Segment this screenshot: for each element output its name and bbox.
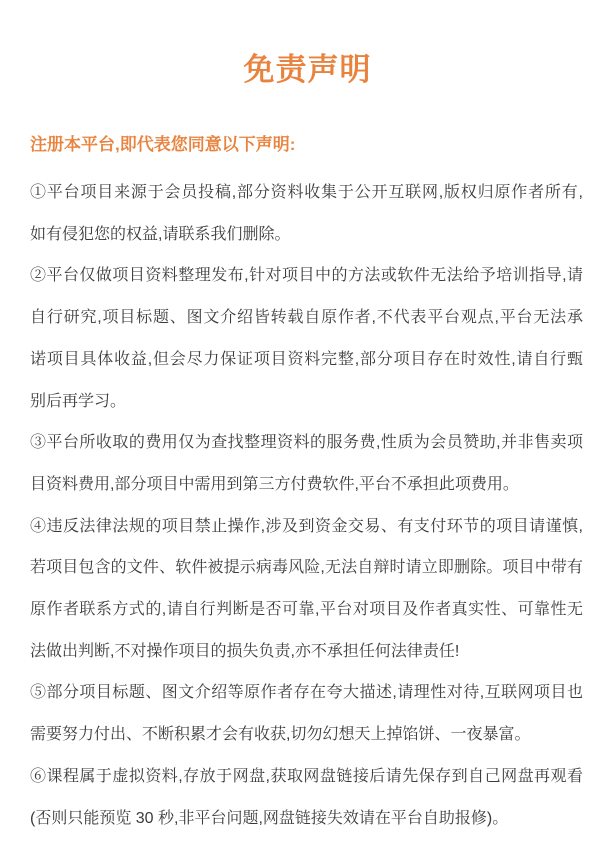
- disclaimer-line: ③平台所收取的费用仅为查找整理资料的服务费,性质为会员赞助,并非售卖项: [30, 434, 583, 452]
- disclaimer-line: 需要努力付出、不断积累才会有收获,切勿幻想天上掉馅饼、一夜暴富。: [30, 726, 531, 744]
- disclaimer-body: [0, 172, 615, 839]
- disclaimer-line: (否则只能预览 30 秒,非平台问题,网盘链接失效请在平台自助报修)。: [30, 809, 509, 827]
- paragraph-3: [30, 422, 583, 505]
- disclaimer-line: 诺项目具体收益,但会尽力保证项目资料完整,部分项目存在时效性,请自行甄: [30, 350, 583, 368]
- disclaimer-line: ④违反法律法规的项目禁止操作,涉及到资金交易、有支付环节的项目请谨慎,: [30, 517, 583, 535]
- disclaimer-line: 如有侵犯您的权益,请联系我们删除。: [30, 225, 291, 243]
- disclaimer-line: ②平台仅做项目资料整理发布,针对项目中的方法或软件无法给予培训指导,请: [30, 267, 583, 285]
- disclaimer-line: 自行研究,项目标题、图文介绍皆转载自原作者,不代表平台观点,平台无法承: [30, 309, 583, 327]
- paragraph-6: [30, 756, 583, 839]
- disclaimer-line: ⑥课程属于虚拟资料,存放于网盘,获取网盘链接后请先保存到自己网盘再观看: [30, 767, 583, 785]
- disclaimer-line: 原作者联系方式的,请自行判断是否可靠,平台对项目及作者真实性、可靠性无: [30, 601, 583, 619]
- disclaimer-line: 别后再学习。: [30, 392, 127, 410]
- disclaimer-line: 法做出判断,不对操作项目的损失负责,亦不承担任何法律责任!: [30, 642, 460, 660]
- disclaimer-line: ①平台项目来源于会员投稿,部分资料收集于公开互联网,版权归原作者所有,: [30, 184, 583, 201]
- paragraph-2: [30, 255, 583, 422]
- paragraph-1: [30, 172, 583, 255]
- paragraph-4: [30, 506, 583, 673]
- paragraph-5: [30, 672, 583, 755]
- disclaimer-line: 目资料费用,部分项目中需用到第三方付费软件,平台不承担此项费用。: [30, 475, 519, 493]
- disclaimer-line: 若项目包含的文件、软件被提示病毒风险,无法自辩时请立即删除。项目中带有: [30, 559, 583, 577]
- page-title: 免责声明: [243, 52, 372, 87]
- disclaimer-line: ⑤部分项目标题、图文介绍等原作者存在夸大描述,请理性对待,互联网项目也: [30, 684, 583, 702]
- intro-statement: 注册本平台,即代表您同意以下声明:: [30, 135, 296, 154]
